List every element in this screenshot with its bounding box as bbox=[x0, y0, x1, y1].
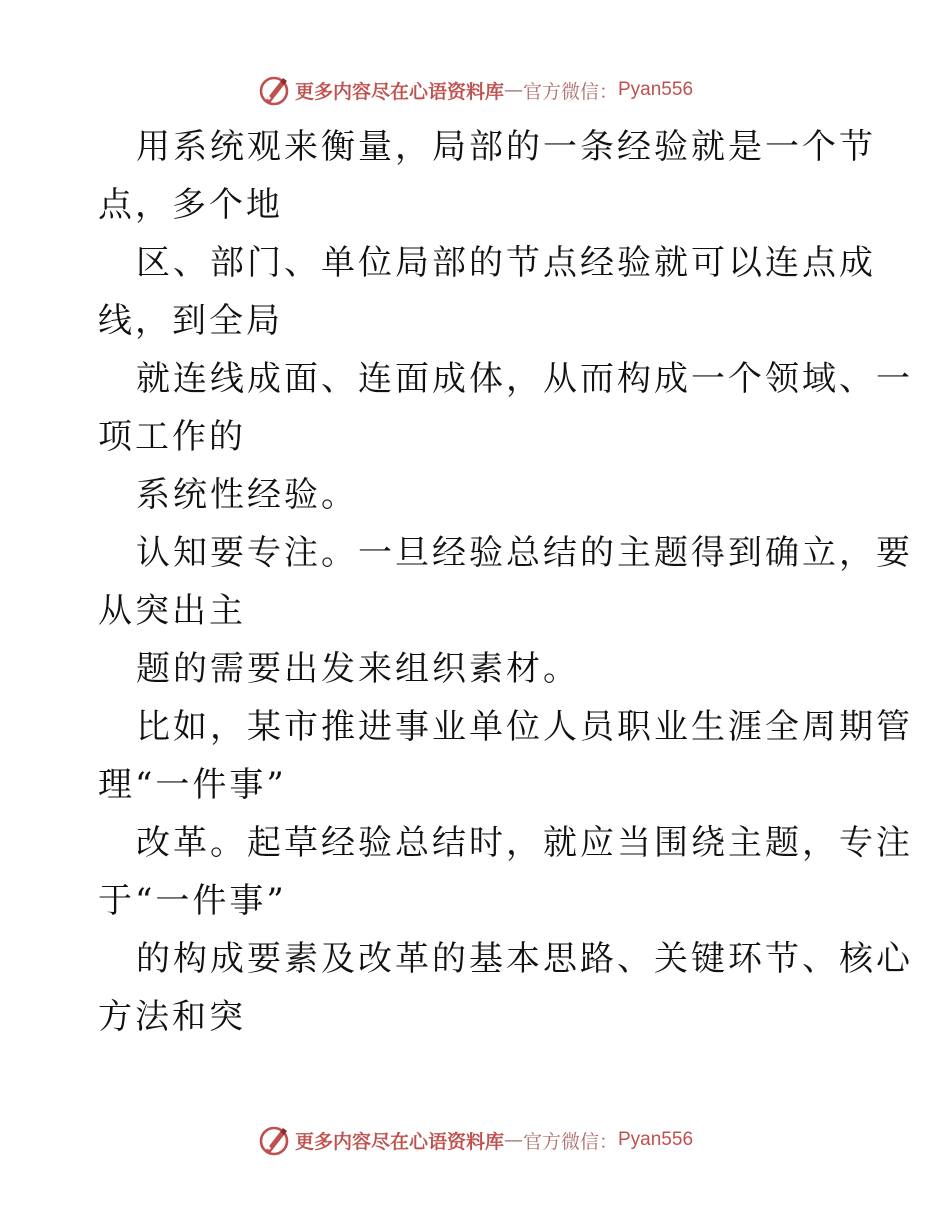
pen-logo-icon bbox=[257, 73, 291, 107]
text-line: 点，多个地 bbox=[98, 185, 283, 225]
header-watermark bbox=[0, 72, 950, 108]
watermark-dash: — bbox=[503, 1129, 523, 1151]
text-line: 从突出主 bbox=[98, 591, 246, 631]
watermark-wechat-id: Pyan556 bbox=[618, 1129, 694, 1150]
watermark-sub-text: 官方微信： bbox=[522, 80, 618, 103]
document-body bbox=[98, 118, 913, 1046]
text-line: 方法和突 bbox=[98, 997, 246, 1037]
text-line: 题的需要出发来组织素材。 bbox=[136, 649, 580, 689]
text-line: 认知要专注。一旦经验总结的主题得到确立，要 bbox=[136, 533, 913, 573]
footer-watermark bbox=[0, 1122, 950, 1158]
watermark-main-text: 更多内容尽在心语资料库 bbox=[294, 80, 504, 103]
text-line: 比如，某市推进事业单位人员职业生涯全周期管 bbox=[136, 707, 913, 747]
watermark-sub-text: 官方微信： bbox=[522, 1130, 618, 1153]
pen-logo-icon bbox=[257, 1123, 291, 1157]
text-line: 改革。起草经验总结时，就应当围绕主题，专注 bbox=[136, 823, 913, 863]
text-line: 区、部门、单位局部的节点经验就可以连点成 bbox=[136, 243, 876, 283]
text-line: 于“一件事” bbox=[98, 881, 287, 921]
watermark-main-text: 更多内容尽在心语资料库 bbox=[294, 1130, 504, 1153]
watermark-dash: — bbox=[503, 79, 523, 101]
text-line: 系统性经验。 bbox=[136, 475, 358, 515]
text-line: 理“一件事” bbox=[98, 765, 287, 805]
watermark-wechat-id: Pyan556 bbox=[618, 79, 694, 100]
text-line: 就连线成面、连面成体，从而构成一个领域、一 bbox=[136, 359, 913, 399]
text-line: 用系统观来衡量，局部的一条经验就是一个节 bbox=[136, 127, 876, 167]
text-line: 的构成要素及改革的基本思路、关键环节、核心 bbox=[136, 939, 913, 979]
text-line: 线，到全局 bbox=[98, 301, 283, 341]
text-line: 项工作的 bbox=[98, 417, 246, 457]
